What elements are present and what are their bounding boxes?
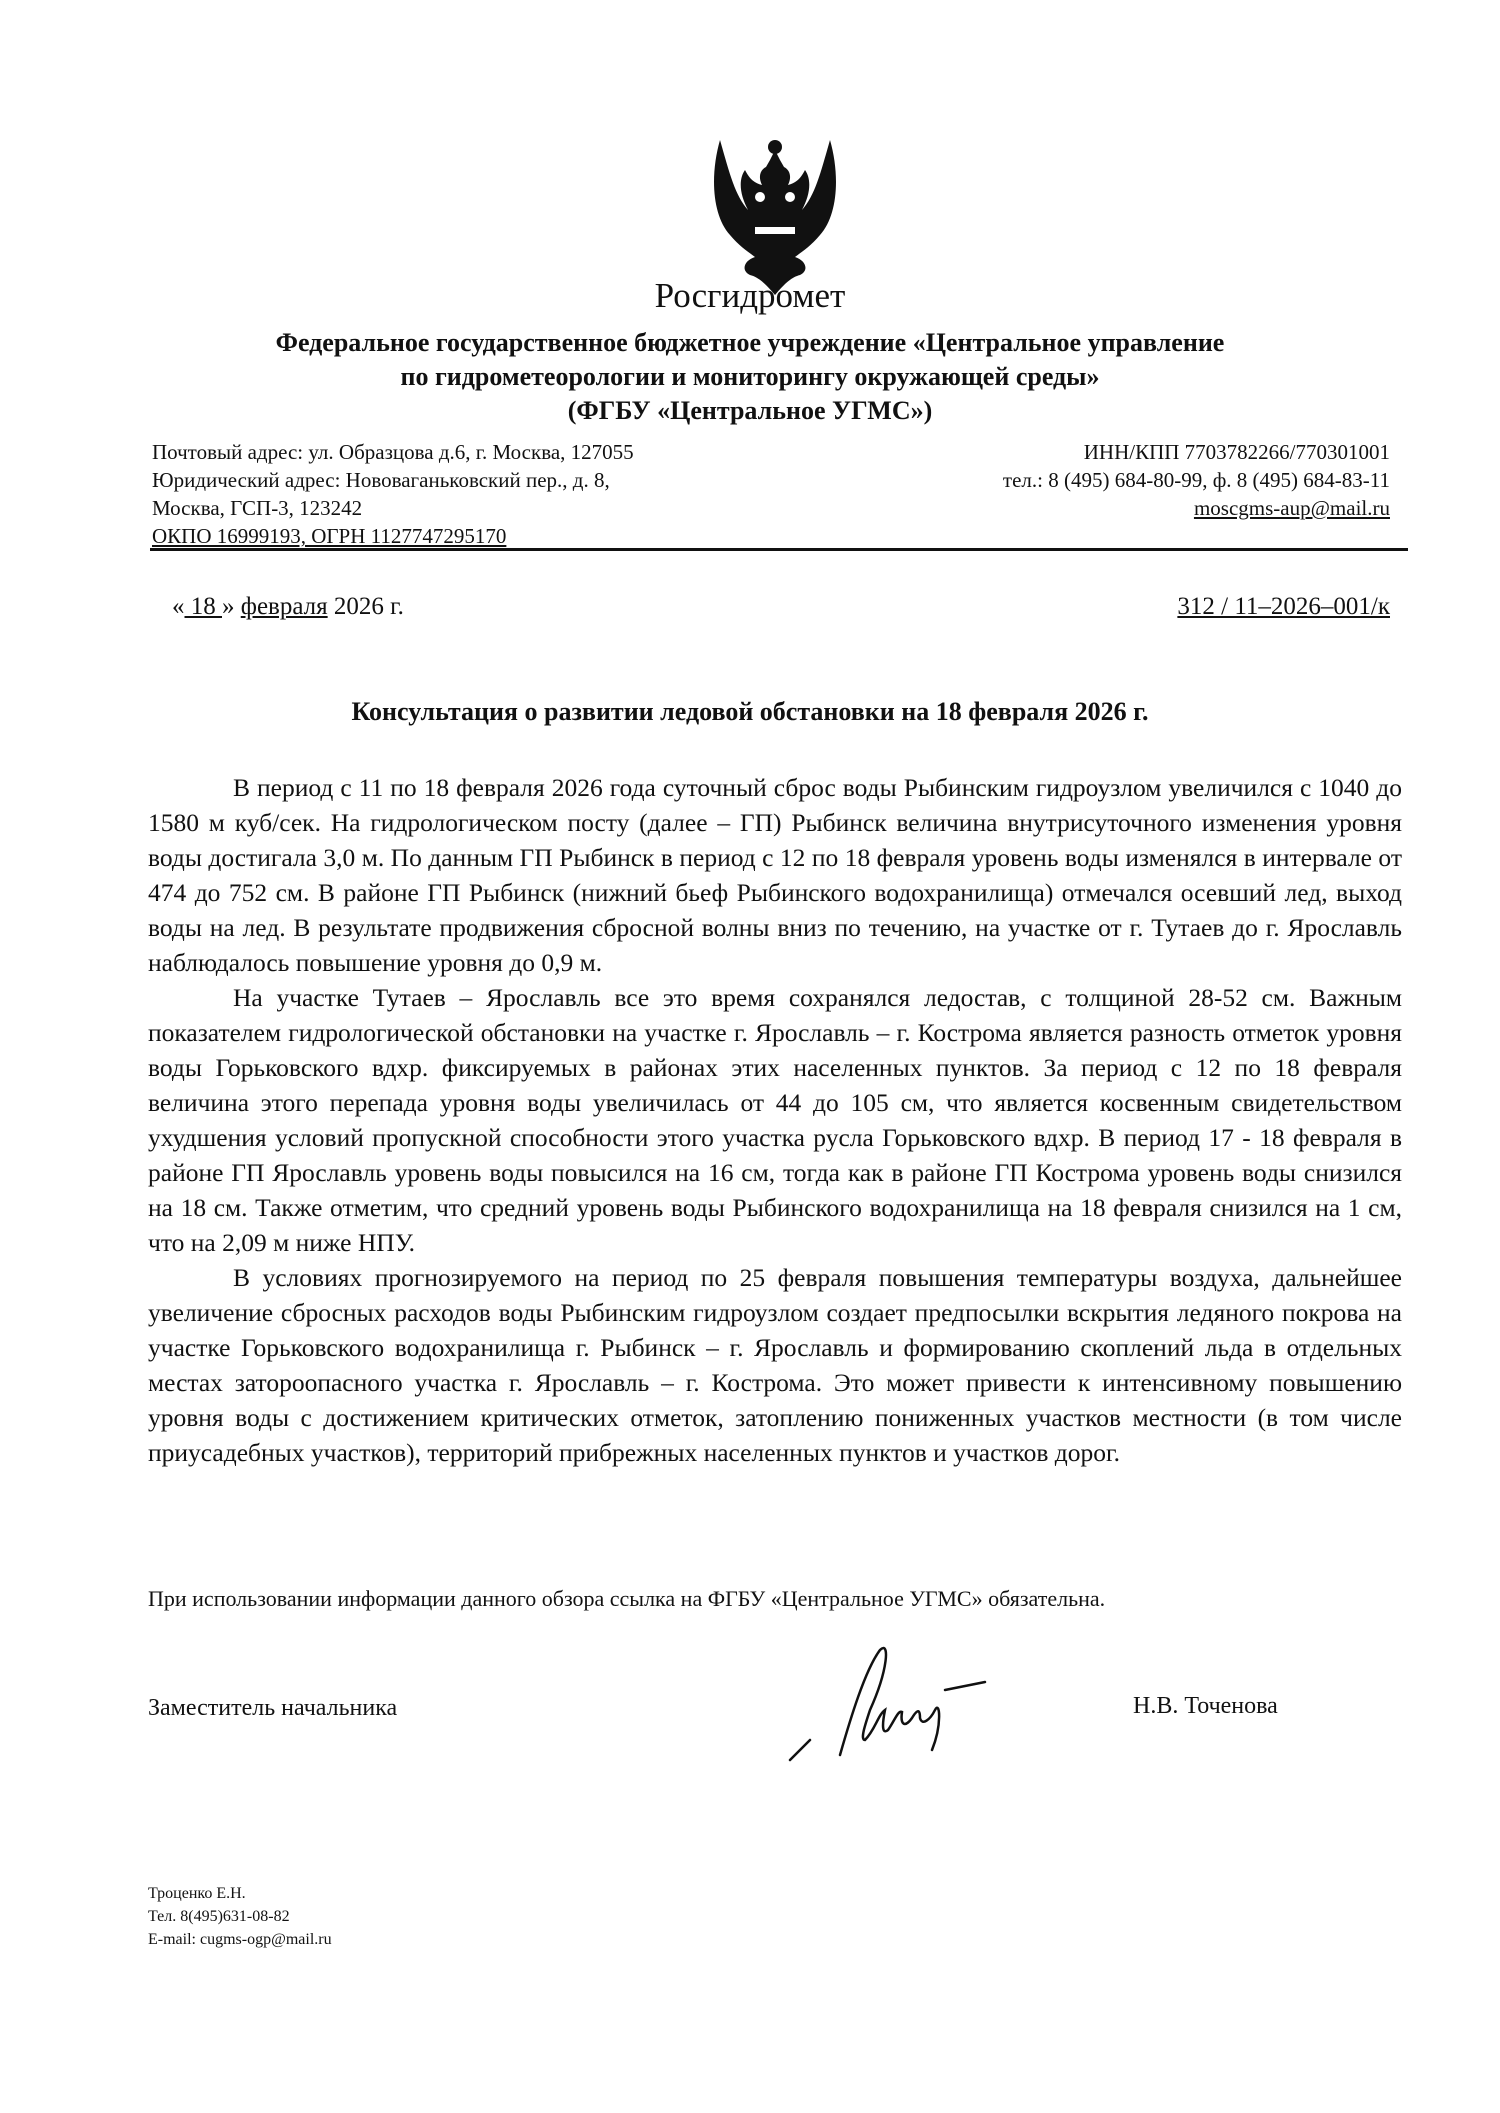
inn-kpp: ИНН/КПП 7703782266/770301001 xyxy=(1083,440,1390,464)
document-title: Консультация о развитии ледовой обстановки на 18 февраля 2026 г. xyxy=(351,697,1149,726)
executor-email[interactable]: E-mail: cugms-ogp@mail.ru xyxy=(148,1931,332,1948)
date-quote-close: » xyxy=(222,593,235,620)
signatory-name: Н.В. Точенова xyxy=(1133,1693,1278,1719)
legal-address-city: Москва, ГСП-3, 123242 xyxy=(152,496,363,520)
paragraph: В условиях прогнозируемого на период по 25 февраля повышения температуры воздуха, дальнейшее увеличение сбросных расходов воды Рыбинским гидроузлом создает предпосылки вскрытия ледяного покрова на участке Горьковского водохранилища г. Рыбинск – г. Ярославль и формированию скоплений льда в отдельных местах заторoопасного участка г. Ярославль – г. Кострома. Это может привести к интенсивному повышению уровня воды с достижением критических отметок, затоплению пониженных участков местности (в том числе приусадебных участков), территорий прибрежных населенных пунктов и участков дорог. xyxy=(148,1263,1402,1467)
document-reference-number: 312 / 11–2026–001/к xyxy=(1177,593,1390,620)
address-block xyxy=(152,438,634,550)
executor-block xyxy=(148,1882,332,1951)
organization-name-line-2: по гидрометеорологии и мониторингу окружающей среды» xyxy=(400,362,1100,391)
document-date xyxy=(172,593,404,621)
paragraph: На участке Тутаев – Ярославль все это время сохранялся ледостав, с толщиной 28-52 см. Важным показателем гидрологической обстановки на участке г. Ярославль – г. Кострома является разность отметок уровня воды Горьковского вдхр. фиксируемых в районах этих населенных пунктов. За период с 12 по 18 февраля величина этого перепада уровня воды увеличилась от 44 до 105 см, что является косвенным свидетельством ухудшения условий пропускной способности этого участка русла Горьковского вдхр. В период 17 - 18 февраля в районе ГП Ярославль уровень воды повысился на 16 см, тогда как в районе ГП Кострома уровень воды снизился на 18 см. Также отметим, что средний уровень воды Рыбинского водохранилища на 18 февраля снизился на 1 см, что на 2,09 м ниже НПУ. xyxy=(148,983,1402,1257)
paragraph: В период с 11 по 18 февраля 2026 года суточный сброс воды Рыбинским гидроузлом увеличился с 1040 до 1580 м куб/сек. На гидрологическом посту (далее – ГП) Рыбинск величина внутрисуточного изменения уровня воды достигала 3,0 м. По данным ГП Рыбинск в период с 12 по 18 февраля уровень воды изменялся в интервале от 474 до 752 см. В районе ГП Рыбинск (нижний бьеф Рыбинского водохранилища) отмечался осевший лед, выход воды на лед. В результате продвижения сбросной волны вниз по течению, на участке от г. Тутаев до г. Ярославль наблюдалось повышение уровня до 0,9 м. xyxy=(148,773,1402,977)
header-divider xyxy=(150,548,1408,551)
date-month: февраля xyxy=(240,593,328,620)
citation-notice: При использовании информации данного обзора ссылка на ФГБУ «Центральное УГМС» обязательна. xyxy=(148,1586,1106,1611)
signatory-role: Заместитель начальника xyxy=(148,1695,398,1721)
date-day: 18 xyxy=(184,593,222,620)
document-body xyxy=(148,770,1402,1470)
contact-block xyxy=(1003,438,1390,522)
agency-name: Росгидромет xyxy=(654,276,846,315)
postal-address: Почтовый адрес: ул. Образцова д.6, г. Москва, 127055 xyxy=(152,440,634,464)
executor-phone: Тел. 8(495)631-08-82 xyxy=(148,1908,290,1925)
executor-name: Троценко Е.Н. xyxy=(148,1885,246,1902)
email-link[interactable]: moscgms-aup@mail.ru xyxy=(1193,496,1390,520)
organization-name-line-1: Федеральное государственное бюджетное учреждение «Центральное управление xyxy=(275,328,1225,357)
date-quote-open: « xyxy=(172,593,185,620)
handwritten-signature-icon xyxy=(770,1630,1070,1770)
phone-fax: тел.: 8 (495) 684-80-99, ф. 8 (495) 684-83-11 xyxy=(1002,468,1390,492)
date-year: 2026 г. xyxy=(327,593,404,620)
okpo-ogrn: ОКПО 16999193, ОГРН 1127747295170 xyxy=(152,524,507,548)
legal-address: Юридический адрес: Нововаганьковский пер., д. 8, xyxy=(152,468,610,492)
organization-short-name: (ФГБУ «Центральное УГМС») xyxy=(567,396,933,425)
